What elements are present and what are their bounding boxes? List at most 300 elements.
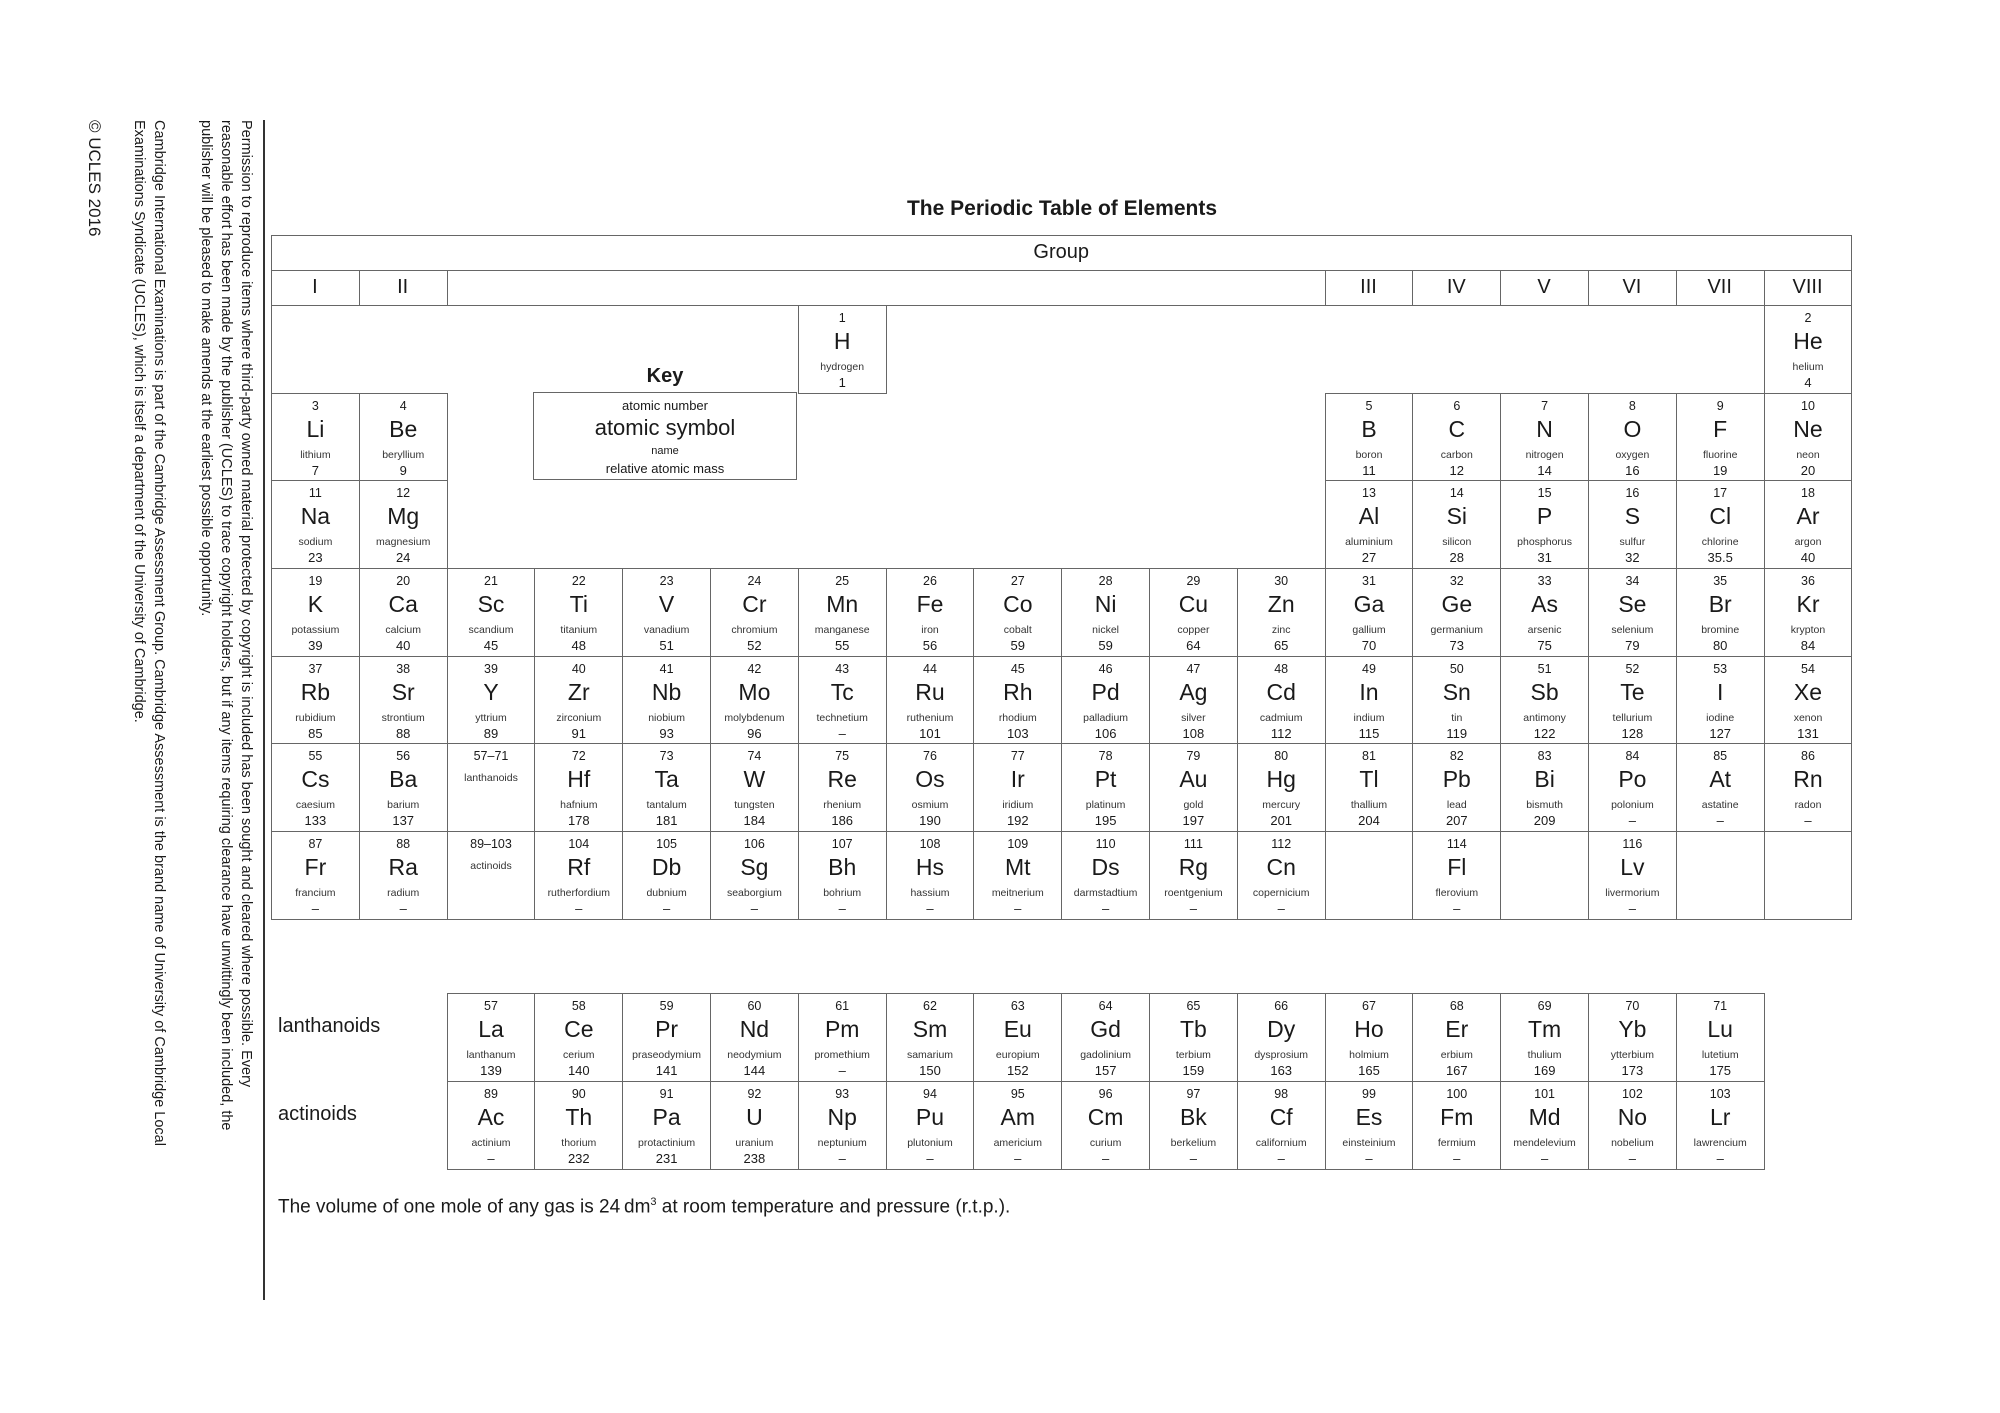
element-symbol: Ar [1796,503,1820,529]
atomic-number: 57 [484,999,498,1013]
element-cell-au [1149,743,1238,832]
relative-atomic-mass: – [1101,1151,1110,1166]
atomic-number: 43 [835,662,850,676]
element-symbol: H [833,328,851,354]
relative-atomic-mass: 4 [1804,375,1812,390]
element-cell-ti [534,568,623,657]
atomic-number: 51 [1537,662,1552,676]
atomic-number: 116 [1622,837,1643,851]
element-name: neodymium [727,1049,782,1061]
element-symbol: Ho [1354,1016,1384,1042]
atomic-number: 22 [571,574,586,588]
element-name: lawrencium [1693,1137,1747,1149]
element-cell-ds [1061,831,1150,920]
element-symbol: Fr [304,854,327,880]
element-name: nobelium [1611,1137,1654,1149]
element-cell-re [798,743,887,832]
element-symbol: K [307,591,324,617]
atomic-number: 110 [1095,837,1116,851]
element-symbol: Nd [739,1016,770,1042]
element-symbol: At [1709,766,1732,792]
element-symbol: Fe [916,591,944,617]
element-cell-o [1588,393,1677,482]
atomic-number: 2 [1804,311,1812,325]
relative-atomic-mass: 159 [1182,1063,1205,1078]
element-symbol: Ni [1094,591,1117,617]
element-cell-po [1588,743,1677,832]
element-symbol: Pu [915,1104,945,1130]
element-symbol: Fl [1447,854,1467,880]
atomic-number: 59 [659,999,674,1013]
element-cell-h [798,305,887,394]
element-cell-ar [1764,480,1853,569]
atomic-number: 34 [1625,574,1640,588]
element-symbol: I [1717,679,1724,705]
atomic-number: 37 [308,662,323,676]
element-cell-pd [1061,656,1150,745]
relative-atomic-mass: – [1277,901,1285,916]
element-name: bismuth [1526,799,1563,811]
element-cell-c [1412,393,1501,482]
element-name: iron [921,624,939,636]
relative-atomic-mass: 197 [1182,813,1205,828]
placeholder-cell-actinoids [447,831,536,920]
element-name: chlorine [1701,536,1739,548]
relative-atomic-mass: – [487,1151,495,1166]
element-cell-k [271,568,360,657]
element-cell-rg [1149,831,1238,920]
relative-atomic-mass: 12 [1449,463,1465,478]
element-cell-yb [1588,993,1677,1082]
atomic-number: 47 [1186,662,1201,676]
relative-atomic-mass: 181 [655,813,678,828]
element-name: americium [993,1137,1042,1149]
element-cell-ho [1325,993,1414,1082]
element-name: mendelevium [1513,1137,1576,1149]
atomic-number: 23 [659,574,674,588]
atomic-number: 45 [1010,662,1025,676]
relative-atomic-mass: 85 [308,726,323,741]
element-symbol: Bk [1179,1104,1207,1130]
atomic-number: 56 [396,749,411,763]
atomic-number: 72 [571,749,586,763]
element-name: dysprosium [1254,1049,1309,1061]
relative-atomic-mass: 119 [1446,726,1468,741]
element-cell-zr [534,656,623,745]
element-cell-dy [1237,993,1326,1082]
atomic-number: 19 [308,574,323,588]
relative-atomic-mass: 88 [395,726,411,741]
atomic-number: 102 [1621,1087,1643,1101]
relative-atomic-mass: – [926,901,934,916]
element-cell-ag [1149,656,1238,745]
element-name: lead [1446,799,1467,811]
element-cell-cd [1237,656,1326,745]
element-symbol: Cm [1087,1104,1124,1130]
relative-atomic-mass: 152 [1006,1063,1029,1078]
element-symbol: Pa [652,1104,681,1130]
relative-atomic-mass: 59 [1098,638,1113,653]
atomic-number: 66 [1274,999,1289,1013]
element-symbol: Lv [1620,854,1645,880]
key-title: Key [646,365,684,387]
element-name: californium [1255,1137,1307,1149]
element-cell-y [447,656,536,745]
relative-atomic-mass: 195 [1094,813,1117,828]
element-cell-co [973,568,1062,657]
element-cell-pr [622,993,711,1082]
element-symbol: Rn [1793,766,1823,792]
atomic-number: 65 [1186,999,1201,1013]
relative-atomic-mass: – [399,901,407,916]
relative-atomic-mass: 128 [1621,726,1644,741]
element-cell-np [798,1081,887,1170]
relative-atomic-mass: 16 [1625,463,1640,478]
element-name: lutetium [1701,1049,1739,1061]
element-symbol: Dy [1267,1016,1296,1042]
atomic-number: 7 [1541,399,1549,413]
atomic-number: 25 [835,574,850,588]
element-symbol: As [1531,591,1558,617]
element-symbol: C [1448,416,1466,442]
element-symbol: Na [300,503,331,529]
atomic-number: 80 [1274,749,1289,763]
relative-atomic-mass: – [1628,813,1637,828]
element-name: dubnium [646,887,687,899]
element-cell-sg [710,831,799,920]
element-name: rutherfordium [547,887,611,899]
atomic-number: 11 [308,486,322,500]
relative-atomic-mass: – [1189,1151,1198,1166]
element-name: selenium [1611,624,1654,636]
element-cell-f [1676,393,1765,482]
element-cell-pm [798,993,887,1082]
atomic-number: 55 [308,749,323,763]
element-symbol: Y [483,679,499,705]
atomic-number: 75 [835,749,850,763]
element-symbol: Th [565,1104,593,1130]
element-name: promethium [814,1049,870,1061]
atomic-number: 54 [1801,662,1815,676]
relative-atomic-mass: – [1804,813,1812,828]
atomic-number: 85 [1713,749,1728,763]
element-name: yttrium [475,712,507,724]
relative-atomic-mass: 91 [571,726,587,741]
relative-atomic-mass: – [1014,901,1022,916]
element-symbol: Ce [564,1016,594,1042]
element-cell-ca [359,568,448,657]
element-cell-zn [1237,568,1326,657]
element-name: protactinium [637,1137,696,1149]
element-cell-no [1588,1081,1677,1170]
element-cell-hf [534,743,623,832]
placeholder-range: 89–103 [470,837,512,851]
atomic-number: 41 [659,662,674,676]
element-cell-cu [1149,568,1238,657]
element-cell-pt [1061,743,1150,832]
element-cell-s [1588,480,1677,569]
atomic-number: 76 [923,749,937,763]
relative-atomic-mass: 51 [659,638,674,653]
relative-atomic-mass: 93 [659,726,674,741]
relative-atomic-mass: 238 [743,1151,766,1166]
element-symbol: S [1624,503,1641,529]
element-name: beryllium [382,449,425,461]
element-name: seaborgium [726,887,782,899]
element-symbol: Rb [300,679,331,705]
element-cell-rf [534,831,623,920]
atomic-number: 106 [743,837,765,851]
relative-atomic-mass: 101 [919,726,941,741]
element-name: arsenic [1527,624,1562,636]
atomic-number: 42 [747,662,762,676]
key-name: name [651,445,679,457]
relative-atomic-mass: 89 [483,726,499,741]
relative-atomic-mass: 201 [1270,813,1293,828]
atomic-number: 27 [1010,574,1025,588]
element-symbol: Ac [477,1104,505,1130]
relative-atomic-mass: 204 [1358,813,1380,828]
cambridge-note-line-2: Examinations Syndicate (UCLES), which is itself a department of the University of Cambridge. [131,120,147,723]
element-cell-b [1325,393,1414,482]
element-symbol: Li [306,416,325,442]
element-cell-es [1325,1081,1414,1170]
atomic-number: 82 [1449,749,1464,763]
element-symbol: O [1623,416,1642,442]
key-atomic-number: atomic number [622,398,708,413]
element-symbol: Se [1618,591,1647,617]
key-box [533,392,797,480]
element-symbol: W [743,766,766,792]
element-symbol: Zr [567,679,590,705]
element-cell-mn [798,568,887,657]
element-symbol: Si [1446,503,1468,529]
relative-atomic-mass: 173 [1621,1063,1644,1078]
atomic-number: 103 [1709,1087,1731,1101]
element-cell-u [710,1081,799,1170]
element-symbol: Fm [1440,1104,1474,1130]
atomic-number: 112 [1271,837,1292,851]
relative-atomic-mass: – [1453,1151,1461,1166]
element-name: radon [1794,799,1822,811]
atomic-number: 33 [1537,574,1552,588]
element-cell-lv [1588,831,1677,920]
element-symbol: Sg [740,854,769,880]
atomic-number: 52 [1625,662,1640,676]
key-relative-atomic-mass: relative atomic mass [605,461,725,476]
element-name: krypton [1790,624,1826,636]
relative-atomic-mass: 55 [834,638,850,653]
element-symbol: Pt [1094,766,1117,792]
element-name: lithium [300,449,331,461]
element-name: indium [1353,712,1385,724]
element-symbol: No [1617,1104,1648,1130]
element-cell-eu [973,993,1062,1082]
element-name: boron [1355,449,1383,461]
element-symbol: Ti [569,591,588,617]
element-name: mercury [1262,799,1301,811]
element-cell-fr [271,831,360,920]
element-name: plutonium [907,1137,953,1149]
atomic-number: 94 [923,1087,937,1101]
empty-cell [1325,831,1414,920]
element-symbol: Ru [915,679,945,705]
element-cell-nd [710,993,799,1082]
element-name: platinum [1085,799,1126,811]
relative-atomic-mass: 190 [919,813,941,828]
atomic-number: 1 [838,311,846,325]
element-symbol: Mo [738,679,771,705]
element-name: tellurium [1612,712,1653,724]
element-symbol: Tm [1527,1016,1562,1042]
atomic-number: 38 [396,662,411,676]
atomic-number: 100 [1446,1087,1468,1101]
relative-atomic-mass: 28 [1449,550,1465,565]
group-column-divider [447,270,448,305]
placeholder-range: 57–71 [473,749,509,763]
element-cell-tl [1325,743,1414,832]
element-name: livermorium [1605,887,1660,899]
element-name: radium [387,887,420,899]
element-symbol: Cu [1178,591,1209,617]
atomic-number: 53 [1713,662,1728,676]
atomic-number: 28 [1098,574,1113,588]
element-cell-v [622,568,711,657]
relative-atomic-mass: 65 [1273,638,1289,653]
atomic-number: 67 [1362,999,1376,1013]
element-name: sulfur [1619,536,1646,548]
element-name: lanthanum [466,1049,516,1061]
element-symbol: Yb [1618,1016,1647,1042]
relative-atomic-mass: 31 [1537,550,1552,565]
relative-atomic-mass: – [662,901,671,916]
atomic-number: 86 [1801,749,1815,763]
atomic-number: 73 [659,749,674,763]
atomic-number: 3 [311,399,319,413]
atomic-number: 69 [1537,999,1552,1013]
element-symbol: Cn [1266,854,1296,880]
element-name: iodine [1706,712,1735,724]
element-name: holmium [1349,1049,1389,1061]
element-cell-db [622,831,711,920]
element-symbol: Bh [828,854,857,880]
element-name: rhenium [823,799,862,811]
relative-atomic-mass: 103 [1006,726,1029,741]
atomic-number: 79 [1186,749,1201,763]
relative-atomic-mass: 40 [1800,550,1816,565]
relative-atomic-mass: 19 [1712,463,1728,478]
footer-superscript: 3 [650,1196,657,1208]
element-name: erbium [1440,1049,1473,1061]
element-cell-sn [1412,656,1501,745]
element-cell-mo [710,656,799,745]
element-name: helium [1792,361,1824,373]
atomic-number: 44 [923,662,937,676]
element-cell-cf [1237,1081,1326,1170]
element-symbol: Lr [1709,1104,1731,1130]
relative-atomic-mass: 70 [1361,638,1377,653]
atomic-number: 114 [1446,837,1467,851]
relative-atomic-mass: 167 [1445,1063,1468,1078]
atomic-number: 105 [656,837,678,851]
element-symbol: Am [1000,1104,1036,1130]
element-cell-md [1500,1081,1589,1170]
relative-atomic-mass: 23 [308,550,323,565]
element-cell-rh [973,656,1062,745]
element-cell-mg [359,480,448,569]
relative-atomic-mass: 175 [1709,1063,1732,1078]
permission-note-line-2: reasonable effort has been made by the publisher (UCLES) to trace copyright holders, but if any items requiring clearance have unwittingly been included, the [218,120,234,1131]
group-numeral: III [1360,276,1377,298]
element-symbol: Eu [1003,1016,1032,1042]
element-name: thorium [561,1137,597,1149]
element-symbol: Ds [1091,854,1120,880]
element-symbol: Gd [1090,1016,1121,1042]
relative-atomic-mass: 35.5 [1707,550,1733,565]
element-name: silicon [1442,536,1472,548]
element-name: roentgenium [1164,887,1223,899]
relative-atomic-mass: – [1628,901,1637,916]
atomic-number: 77 [1010,749,1025,763]
element-cell-fe [886,568,975,657]
element-name: nitrogen [1525,449,1564,461]
element-cell-pa [622,1081,711,1170]
relative-atomic-mass: 209 [1533,813,1556,828]
relative-atomic-mass: 141 [655,1063,678,1078]
atomic-number: 84 [1625,749,1640,763]
element-cell-ge [1412,568,1501,657]
atomic-number: 108 [919,837,941,851]
element-symbol: Pm [824,1016,860,1042]
element-symbol: Re [827,766,857,792]
atomic-number: 92 [747,1087,762,1101]
element-symbol: Po [1618,766,1647,792]
element-name: germanium [1430,624,1484,636]
atomic-number: 49 [1362,662,1376,676]
actinoids-label: actinoids [278,1103,357,1125]
relative-atomic-mass: 139 [480,1063,502,1078]
key-atomic-symbol: atomic symbol [594,415,736,440]
element-symbol: Mg [387,503,420,529]
element-symbol: Tc [830,679,854,705]
element-symbol: Md [1528,1104,1561,1130]
element-symbol: Cs [301,766,330,792]
relative-atomic-mass: – [750,901,759,916]
element-name: technetium [816,712,868,724]
element-cell-er [1412,993,1501,1082]
relative-atomic-mass: 24 [395,550,411,565]
relative-atomic-mass: 207 [1445,813,1468,828]
element-name: tantalum [646,799,687,811]
element-symbol: V [658,591,675,617]
element-cell-n [1500,393,1589,482]
atomic-number: 101 [1534,1087,1556,1101]
atomic-number: 17 [1713,486,1728,500]
atomic-number: 95 [1010,1087,1025,1101]
relative-atomic-mass: 112 [1270,726,1292,741]
element-symbol: Ag [1179,679,1208,705]
element-symbol: Ga [1353,591,1385,617]
page-title-text: The Periodic Table of Elements [906,197,1218,220]
group-numeral: VIII [1792,276,1823,298]
relative-atomic-mass: 231 [655,1151,678,1166]
element-name: ruthenium [906,712,954,724]
element-symbol: Rh [1003,679,1033,705]
element-name: einsteinium [1342,1137,1396,1149]
atomic-number: 31 [1362,574,1376,588]
element-symbol: Ba [389,766,418,792]
relative-atomic-mass: 73 [1449,638,1465,653]
